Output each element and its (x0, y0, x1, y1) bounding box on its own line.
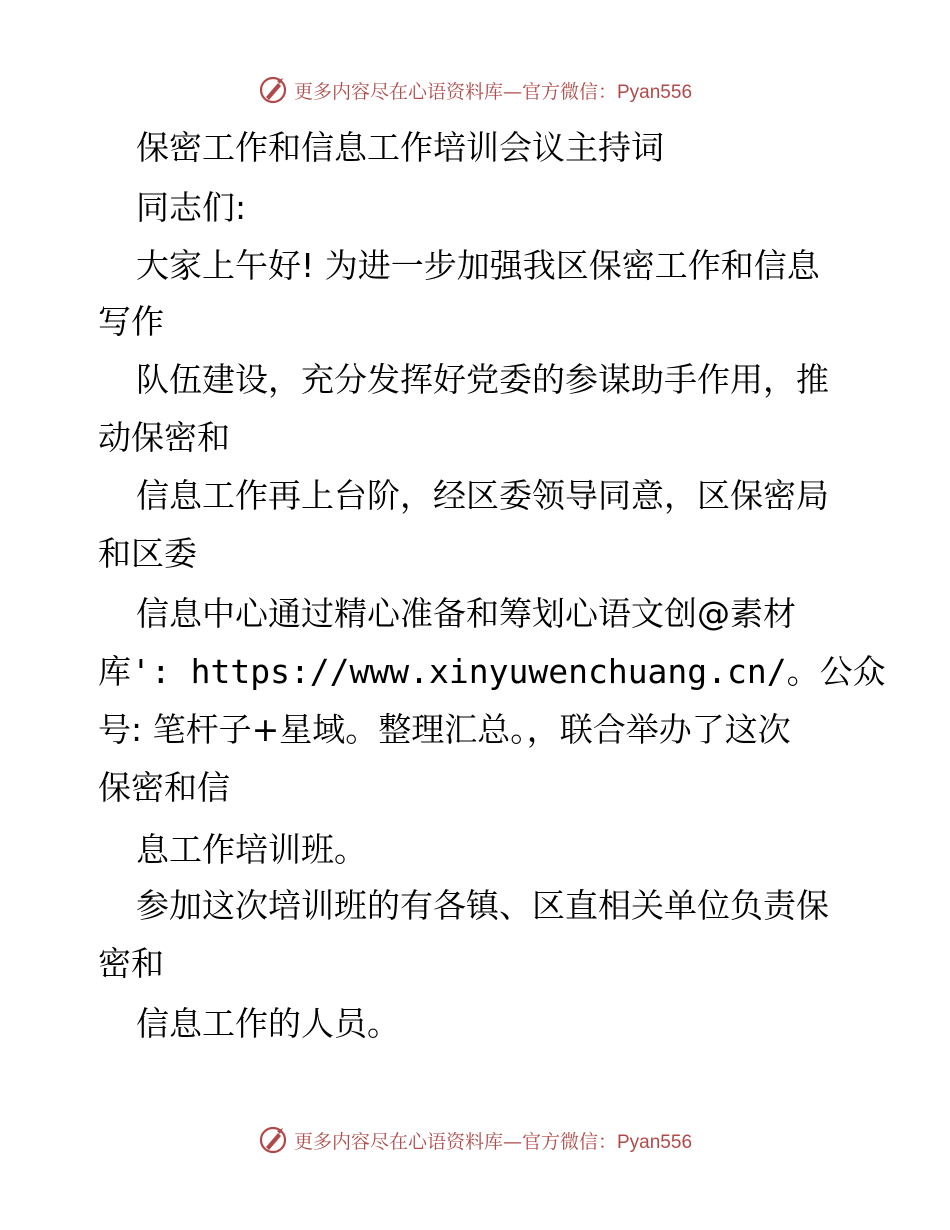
document-line: 同志们: (136, 188, 247, 227)
document-line-url: 库': https://www.xinyuwenchuang.cn/。公众 (98, 652, 886, 691)
header-banner (0, 70, 950, 110)
document-line: 信息中心通过精心准备和筹划心语文创@素材 (136, 594, 796, 633)
document-line: 写作 (98, 302, 164, 341)
banner-label: 更多内容尽在心语资料库—官方微信： (293, 1130, 617, 1153)
document-line: 大家上午好! 为进一步加强我区保密工作和信息 (136, 246, 820, 285)
banner-text (294, 1127, 692, 1154)
document-line: 保密和信 (98, 768, 230, 807)
document-line: 信息工作再上台阶，经区委领导同意，区保密局 (136, 476, 829, 515)
footer-banner (0, 1120, 950, 1160)
document-title: 保密工作和信息工作培训会议主持词 (136, 128, 664, 167)
document-line: 队伍建设，充分发挥好党委的参谋助手作用，推 (136, 360, 829, 399)
banner-account: Pyan556 (617, 81, 693, 103)
document-line: 参加这次培训班的有各镇、区直相关单位负责保 (136, 886, 829, 925)
pen-logo-icon (258, 75, 288, 105)
document-line: 号: 笔杆子+星域。整理汇总。，联合举办了这次 (98, 710, 791, 749)
document-line: 和区委 (98, 534, 197, 573)
document-line: 密和 (98, 944, 164, 983)
document-line: 信息工作的人员。 (136, 1004, 400, 1043)
banner-label: 更多内容尽在心语资料库—官方微信： (293, 80, 617, 103)
banner-account: Pyan556 (617, 1131, 693, 1153)
document-line: 息工作培训班。 (136, 830, 367, 869)
pen-logo-icon (258, 1125, 288, 1155)
document-line: 动保密和 (98, 418, 230, 457)
banner-text (294, 77, 692, 104)
